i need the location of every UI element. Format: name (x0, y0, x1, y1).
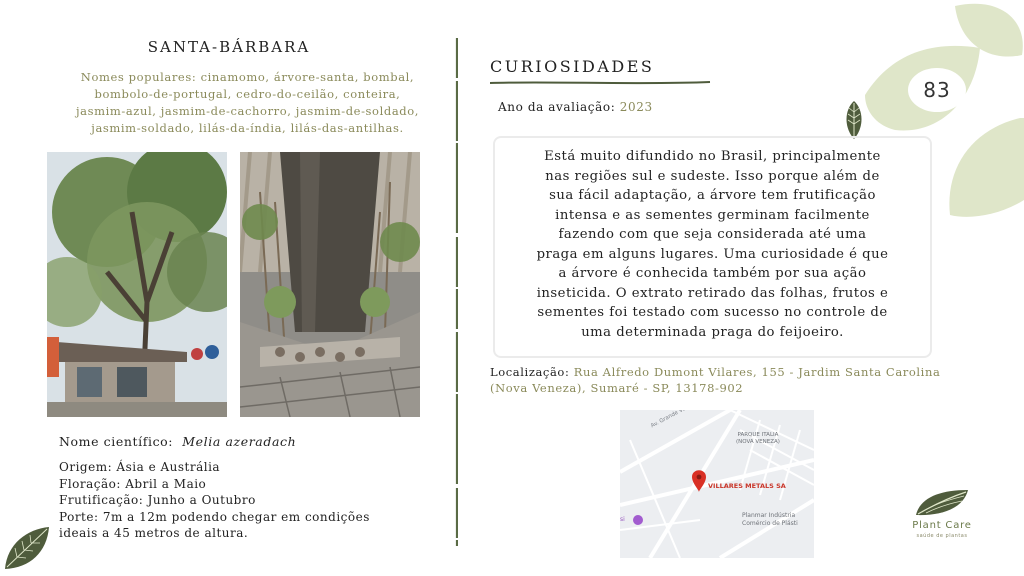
map-area-label (736, 432, 780, 446)
popular-names-line: jasmim-azul, jasmim-de-cachorro, jasmim-de-soldado, (75, 104, 420, 118)
map-business-label-line: Comércio de Plásti (742, 520, 798, 527)
curiosity-text (505, 147, 920, 342)
plant-care-logo-icon (914, 488, 970, 518)
popular-names-line: bombolo-de-portugal, cedro-do-ceilão, conteira, (94, 87, 401, 101)
curiosity-line: uma determinada praga do feijoeiro. (581, 324, 844, 340)
scientific-name (59, 434, 296, 449)
species-title: SANTA-BÁRBARA (147, 38, 311, 56)
leaf-shape (949, 118, 1024, 217)
location-map[interactable] (620, 410, 814, 558)
popular-names-line: jasmim-soldado, lilás-da-índia, lilás-das-antilhas. (91, 121, 404, 135)
popular-names-line: Nomes populares: cinamomo, árvore-santa, bombal, (80, 70, 415, 84)
map-area-label-line: (NOVA VENEZA) (736, 439, 780, 445)
curiosity-line: sua fácil adaptação, a árvore tem frutificação (549, 188, 876, 203)
curiosity-line: Está muito difundido no Brasil, principalmente (544, 149, 881, 164)
origin-text: Origem: Ásia e Austrália (59, 460, 221, 474)
year-value: 2023 (619, 100, 653, 114)
map-edge-label: si (620, 516, 625, 523)
tree-photo-1 (47, 152, 227, 417)
size-text: ideais a 45 metros de altura. (59, 526, 249, 540)
curiosity-line: nas regiões sul e sudeste. Isso porque além de (545, 168, 880, 184)
map-place-label: VILLARES METALS SA (708, 482, 786, 490)
curiosity-line: a árvore é conhecida também por sua ação (558, 266, 867, 281)
flowering-text: Floração: Abril a Maio (59, 476, 207, 491)
location-label: Localização: (490, 365, 570, 379)
location-address: Rua Alfredo Dumont Vilares, 155 - Jardim Santa Carolina (573, 365, 941, 379)
scientific-name-value: Melia azeradach (182, 434, 297, 449)
page-number: 83 (908, 68, 966, 112)
scientific-name-label: Nome científico: (59, 434, 174, 449)
curiosity-line: sementes foi testado com sucesso no controle de (537, 305, 888, 320)
leaf-icon (2, 524, 52, 572)
curiosity-line: intensa e as sementes germinam facilmente (555, 207, 870, 223)
year-label: Ano da avaliação: (498, 100, 616, 114)
curiosity-line: inseticida. O extrato retirado das folhas, frutos e (536, 285, 889, 301)
column-divider (455, 38, 458, 546)
location (490, 365, 970, 396)
size-text: Porte: 7m a 12m podendo chegar em condições (59, 509, 370, 524)
leaf-icon (842, 100, 866, 140)
map-area-label-line: PARQUE ITALIA (737, 432, 779, 438)
curiosity-line: praga em alguns lugares. Uma curiosidade é que (536, 246, 889, 262)
species-details (59, 459, 399, 542)
logo-name: Plant Care (912, 520, 972, 531)
popular-names (55, 69, 440, 137)
map-business-label-line: Planmar Indústria (742, 512, 796, 519)
logo-tagline: saúde de plantas (916, 533, 968, 539)
location-address-line2: (Nova Veneza), Sumaré - SP, 13178-902 (490, 380, 744, 395)
curiosities-heading: CURIOSIDADES (490, 57, 655, 76)
tree-photo-2 (240, 152, 420, 417)
evaluation-year (498, 100, 653, 114)
map-business-label (742, 512, 798, 528)
curiosity-line: fazendo com que seja considerada até uma (558, 227, 867, 242)
heading-underline (490, 80, 712, 86)
fruiting-text: Frutificação: Junho a Outubro (59, 493, 256, 507)
shop-pin-icon (633, 515, 643, 525)
